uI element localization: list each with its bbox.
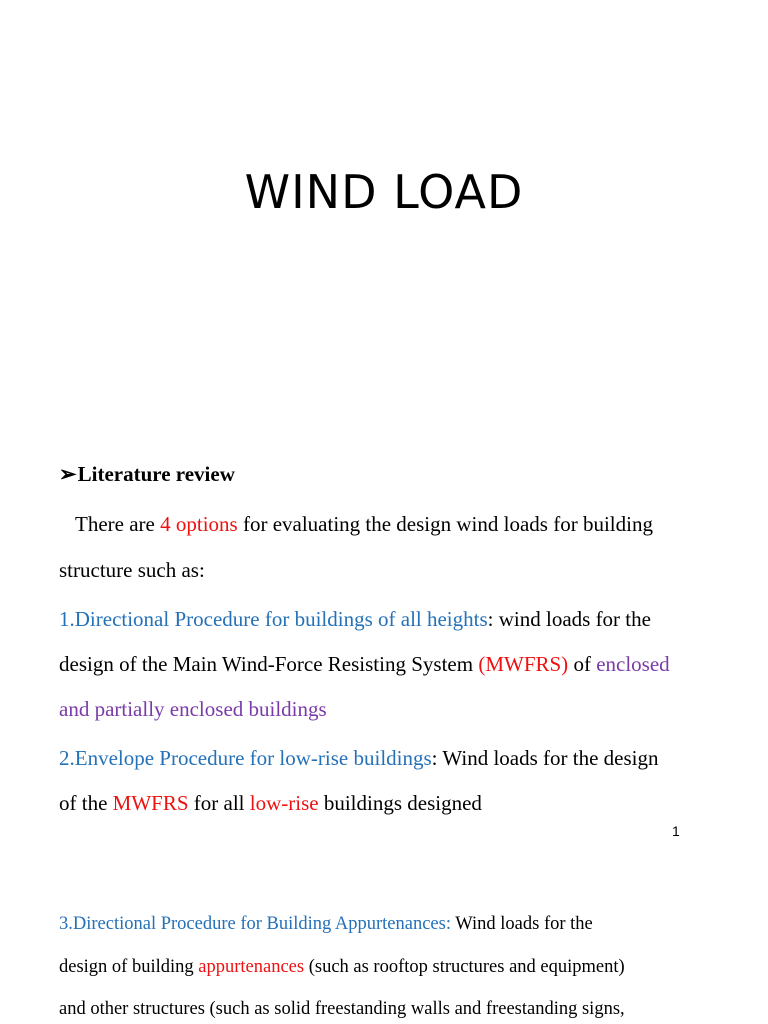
item1-line-2	[59, 650, 670, 678]
item3-term: 3.Directional Procedure for Building Appurtenances:	[59, 914, 451, 934]
text-run: buildings designed	[318, 791, 482, 815]
intro-line-2: structure such as:	[59, 558, 205, 582]
text-run: design of building	[59, 957, 199, 977]
section-heading-text: Literature review	[77, 462, 235, 486]
page-number: 1	[672, 823, 680, 839]
item3-line-2	[59, 954, 625, 980]
text-run: for evaluating the design wind loads for building	[237, 512, 653, 536]
section-heading	[59, 460, 235, 488]
text-run: (such as rooftop structures and equipment)	[304, 957, 625, 977]
item3-line-1	[59, 911, 593, 937]
highlight-appurtenances: appurtenances	[198, 957, 305, 977]
highlight-enclosed: enclosed	[596, 652, 670, 676]
item1-line-3: and partially enclosed buildings	[59, 697, 327, 721]
page-title: WIND LOAD	[244, 165, 524, 219]
item2-term: 2.Envelope Procedure for low-rise buildings	[59, 746, 432, 770]
highlight-mwfrs: MWFRS	[112, 791, 189, 815]
item3-line-3: and other structures (such as solid freestanding walls and freestanding signs,	[59, 999, 625, 1019]
text-run: design of the Main Wind-Force Resisting System	[59, 652, 479, 676]
text-run: : wind loads for the	[487, 607, 651, 631]
intro-line-1	[75, 510, 653, 538]
item2-line-1	[59, 744, 659, 772]
text-run: Wind loads for the	[451, 914, 593, 934]
text-run: : Wind loads for the design	[431, 746, 659, 770]
arrow-bullet-icon: ➢	[59, 462, 77, 486]
highlight-mwfrs: (MWFRS)	[478, 652, 569, 676]
text-run: There are	[75, 512, 161, 536]
item1-line-1	[59, 605, 651, 633]
highlight-low-rise: low-rise	[249, 791, 319, 815]
text-run: for all	[188, 791, 250, 815]
text-run: of the	[59, 791, 113, 815]
item1-term: 1.Directional Procedure for buildings of all heights	[59, 607, 488, 631]
highlight-options: 4 options	[160, 512, 238, 536]
item2-line-2	[59, 789, 482, 817]
text-run: of	[568, 652, 597, 676]
